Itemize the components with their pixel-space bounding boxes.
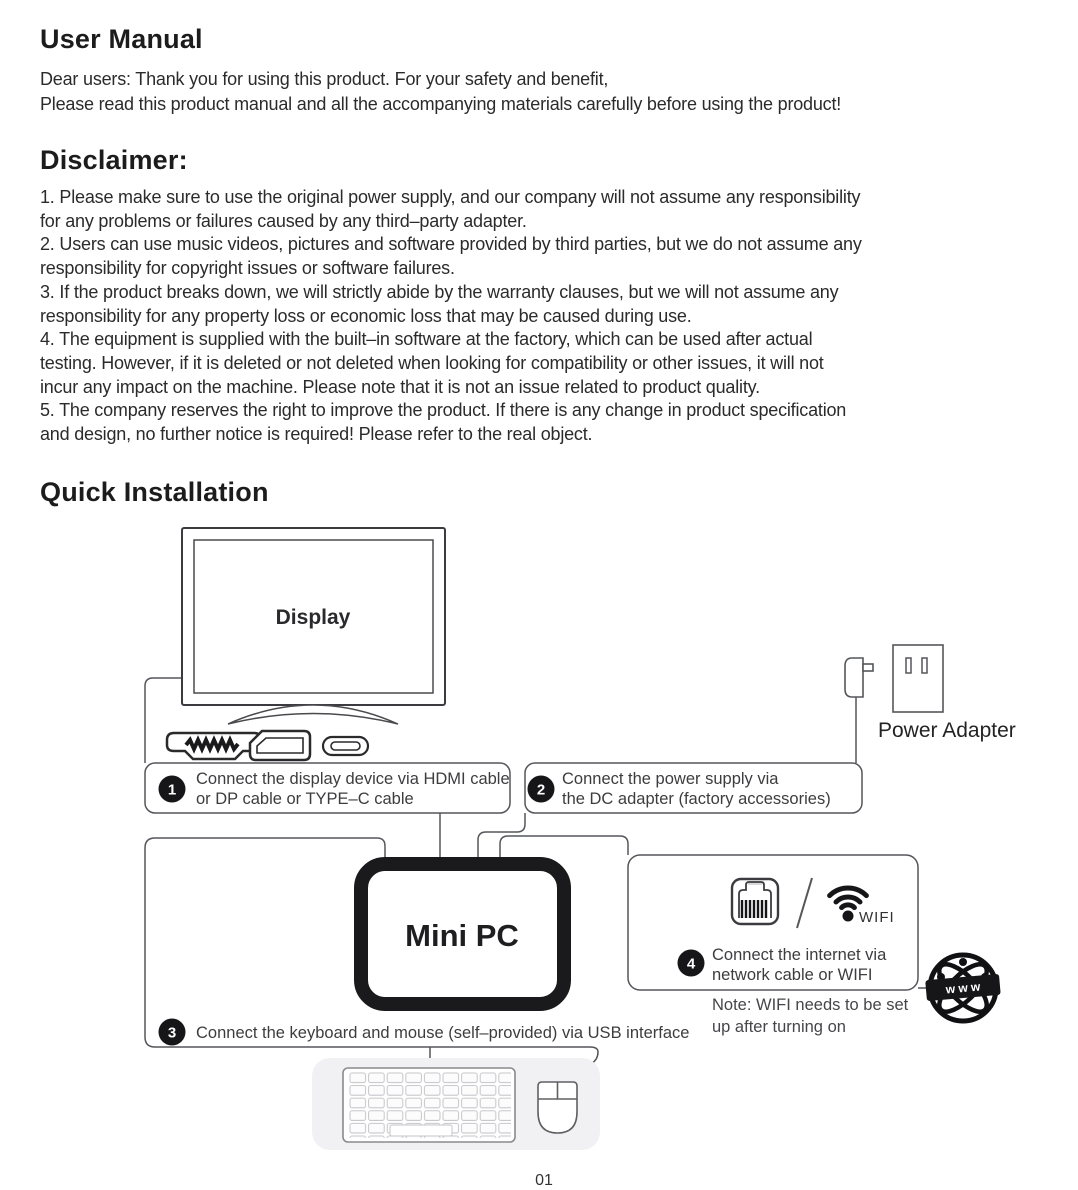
step-1-text: Connect the display device via HDMI cable bbox=[196, 770, 510, 788]
step-1 bbox=[159, 770, 510, 808]
power-adapter-label: Power Adapter bbox=[878, 719, 1016, 742]
step-2-text: Connect the power supply via bbox=[562, 770, 779, 788]
step-4-text: network cable or WIFI bbox=[712, 966, 873, 984]
disclaimer-heading: Disclaimer: bbox=[40, 145, 188, 175]
installation-diagram bbox=[0, 520, 1078, 1180]
mouse-icon bbox=[538, 1082, 577, 1133]
power-outlet-icon bbox=[893, 645, 943, 712]
svg-text:2: 2 bbox=[536, 781, 546, 799]
disclaimer-line: testing. However, if it is deleted or not deleted when looking for compatibility or other issues, it will not bbox=[40, 352, 824, 373]
typec-icon bbox=[323, 737, 368, 755]
step-3 bbox=[159, 1019, 690, 1046]
mini-pc bbox=[361, 864, 564, 1004]
monitor-stand bbox=[228, 705, 398, 724]
disclaimer-line: incur any impact on the machine. Please note that it is not an issue related to product quality. bbox=[40, 376, 760, 397]
manual-text-content bbox=[0, 0, 1078, 508]
disclaimer-line: responsibility for copyright issues or software failures. bbox=[40, 258, 455, 279]
step-2 bbox=[528, 770, 831, 808]
disclaimer-line: responsibility for any property loss or economic loss that may be caused during use. bbox=[40, 305, 692, 326]
display-monitor bbox=[182, 528, 445, 724]
step-2-text: the DC adapter (factory accessories) bbox=[562, 790, 831, 808]
svg-text:1: 1 bbox=[167, 781, 177, 799]
wifi-note: up after turning on bbox=[712, 1018, 846, 1036]
disclaimer-line: 1. Please make sure to use the original power supply, and our company will not assume any responsibility bbox=[40, 187, 861, 207]
disclaimer-line: 3. If the product breaks down, we will strictly abide by the warranty clauses, but we will not assume any bbox=[40, 281, 839, 302]
svg-text:4: 4 bbox=[686, 955, 696, 973]
wifi-note: Note: WIFI needs to be set bbox=[712, 996, 909, 1014]
power-plug-icon bbox=[845, 658, 873, 697]
wifi-label: WIFI bbox=[859, 909, 895, 926]
svg-text:3: 3 bbox=[167, 1024, 177, 1042]
hdmi-icon bbox=[167, 733, 261, 759]
step-1-text: or DP cable or TYPE–C cable bbox=[196, 790, 414, 808]
step-4 bbox=[678, 946, 909, 1036]
installation-heading: Quick Installation bbox=[40, 476, 269, 507]
mini-pc-label: Mini PC bbox=[405, 918, 519, 953]
keyboard-icon bbox=[343, 1068, 515, 1142]
step-4-text: Connect the internet via bbox=[712, 946, 887, 964]
disclaimer-line: 2. Users can use music videos, pictures and software provided by third parties, but we do not assume any bbox=[40, 234, 862, 255]
wifi-icon bbox=[830, 888, 895, 926]
ethernet-icon bbox=[732, 879, 778, 924]
intro-line: Please read this product manual and all the accompanying materials carefully before using the product! bbox=[40, 94, 842, 114]
slash-divider bbox=[797, 878, 812, 928]
disclaimer-line: 4. The equipment is supplied with the built–in software at the factory, which can be used after actual bbox=[40, 329, 813, 350]
wire-pc-to-step4 bbox=[500, 836, 628, 858]
keyboard-mouse-pad bbox=[312, 1058, 600, 1150]
dp-icon bbox=[250, 731, 310, 760]
www-label: w w w bbox=[945, 979, 981, 997]
globe-icon bbox=[925, 955, 1001, 1021]
intro-line: Dear users: Thank you for using this product. For your safety and benefit, bbox=[40, 69, 609, 89]
page-title: User Manual bbox=[40, 24, 203, 54]
disclaimer-line: for any problems or failures caused by any third–party adapter. bbox=[40, 210, 527, 231]
disclaimer-line: 5. The company reserves the right to improve the product. If there is any change in product specification bbox=[40, 400, 847, 421]
step-3-text: Connect the keyboard and mouse (self–provided) via USB interface bbox=[196, 1024, 690, 1042]
display-label: Display bbox=[275, 606, 351, 629]
page-number: 01 bbox=[535, 1172, 553, 1189]
disclaimer-line: and design, no further notice is required! Please refer to the real object. bbox=[40, 424, 593, 445]
